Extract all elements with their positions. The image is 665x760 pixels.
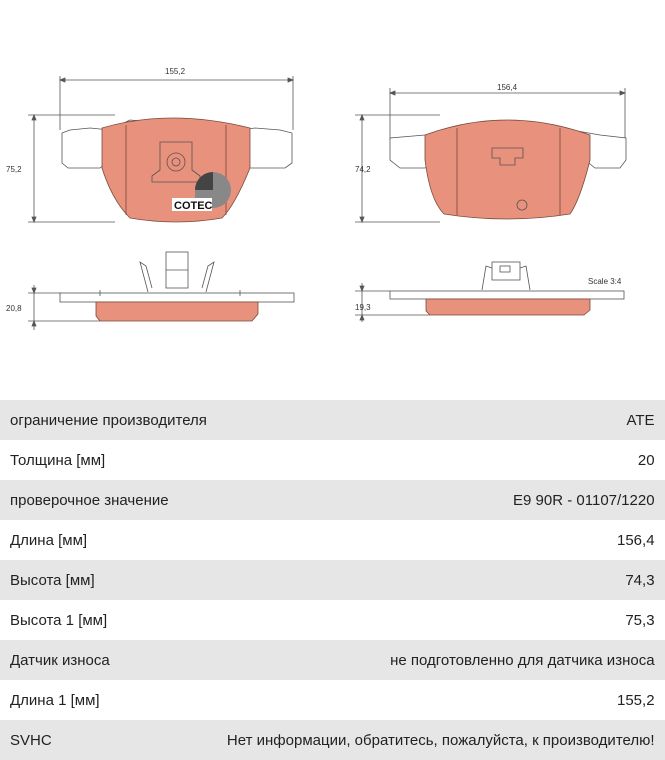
right-pad-front-view bbox=[355, 88, 626, 222]
spec-label: Длина [мм] bbox=[10, 531, 88, 549]
spec-label: Длина 1 [мм] bbox=[10, 691, 100, 709]
spec-value: 155,2 bbox=[617, 691, 655, 709]
spec-value: 156,4 bbox=[617, 531, 655, 549]
spec-row bbox=[0, 600, 665, 640]
right-height-label: 74,2 bbox=[355, 165, 371, 174]
spec-row bbox=[0, 680, 665, 720]
spec-label: Высота 1 [мм] bbox=[10, 611, 108, 629]
right-width-label: 156,4 bbox=[497, 83, 518, 92]
spec-row bbox=[0, 560, 665, 600]
spec-row bbox=[0, 400, 665, 440]
spec-row bbox=[0, 640, 665, 680]
spec-value: 74,3 bbox=[625, 571, 655, 589]
spec-label: проверочное значение bbox=[10, 491, 169, 509]
right-pad-side-view bbox=[355, 262, 624, 322]
spec-row bbox=[0, 480, 665, 520]
spec-value: ATE bbox=[626, 411, 655, 429]
left-width-label: 155,2 bbox=[165, 67, 186, 76]
spec-value: E9 90R - 01107/1220 bbox=[513, 491, 655, 509]
cotec-logo-text: COTEC bbox=[174, 200, 213, 212]
spec-label: Толщина [мм] bbox=[10, 451, 106, 469]
spec-label: Датчик износа bbox=[10, 651, 110, 669]
spec-value: Нет информации, обратитесь, пожалуйста, к производителю! bbox=[226, 731, 655, 749]
left-pad-side-view bbox=[28, 252, 294, 330]
scale-label: Scale 3:4 bbox=[588, 277, 622, 286]
right-thickness-label: 19,3 bbox=[355, 303, 371, 312]
spec-label: Высота [мм] bbox=[10, 571, 95, 589]
spec-value: 20 bbox=[637, 451, 655, 469]
spec-value: 75,3 bbox=[625, 611, 655, 629]
spec-row bbox=[0, 520, 665, 560]
spec-row bbox=[0, 720, 665, 760]
spec-label: ограничение производителя bbox=[10, 411, 207, 429]
spec-value: не подготовленно для датчика износа bbox=[390, 651, 655, 669]
left-thickness-label: 20,8 bbox=[6, 304, 22, 313]
left-pad-front-view bbox=[28, 76, 293, 222]
spec-row bbox=[0, 440, 665, 480]
specifications-table bbox=[0, 400, 665, 760]
left-height-label: 75,2 bbox=[6, 165, 22, 174]
spec-label: SVHC bbox=[10, 731, 52, 749]
